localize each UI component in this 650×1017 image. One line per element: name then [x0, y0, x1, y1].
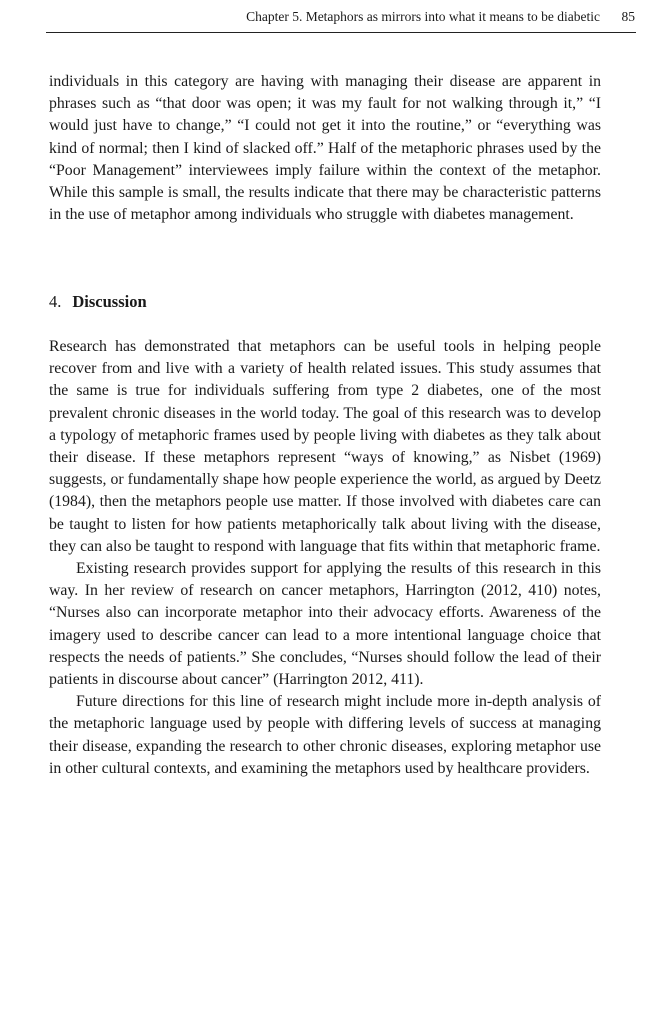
discussion-paragraph-3: Future directions for this line of research might include more in-depth analysis of the metaphoric language used by people with differing levels of success at managing their disease, expanding the research to other chronic diseases, exploring metaphor use in other cultural contexts, and examining the metaphors used by healthcare providers. [49, 693, 601, 777]
running-header [46, 8, 636, 33]
intro-text-block [49, 71, 601, 226]
discussion-text-block [49, 336, 601, 780]
running-title: Chapter 5. Metaphors as mirrors into what it means to be diabetic [246, 9, 600, 24]
intro-paragraph: individuals in this category are having with managing their disease are apparent in phrases such as “that door was open; it was my fault for not walking through it,” “I would just have to change,” “I could not get it into the routine,” or “everything was kind of normal; then I kind of slacked off.” Half of the metaphoric phrases used by the “Poor Management” interviewees imply failure within the context of the metaphor. While this sample is small, the results indicate that there may be characteristic patterns in the use of metaphor among individuals who struggle with diabetes management. [49, 73, 601, 224]
discussion-paragraph-1: Research has demonstrated that metaphors can be useful tools in helping people recover from and live with a variety of health related issues. This study assumes that the same is true for individuals suffering from type 2 diabetes, one of the most prevalent chronic diseases in the world today. The goal of this research was to develop a typology of metaphoric frames used by people living with diabetes as they talk about their disease. If these metaphors represent “ways of knowing,” as Nisbet (1969) suggests, or fundamentally shape how people experience the world, as argued by Deetz (1984), then the metaphors people use matter. If those involved with diabetes care can be taught to listen for how patients metaphorically talk about living with the disease, they can also be taught to respond with language that fits within that metaphoric frame. [49, 338, 601, 555]
section-number: 4. [49, 292, 62, 311]
discussion-paragraph-2: Existing research provides support for applying the results of this research in this way. In her review of research on cancer metaphors, Harrington (2012, 410) notes, “Nurses also can incorporate metaphor into their advocacy efforts. Awareness of the imagery used to describe cancer can lead to a more intentional language choice that respects the needs of patients.” She concludes, “Nurses should follow the lead of their patients in discourse about cancer” (Harrington 2012, 411). [49, 560, 601, 689]
page-number: 85 [621, 9, 635, 24]
section-title: Discussion [72, 292, 147, 311]
section-heading [49, 292, 147, 312]
